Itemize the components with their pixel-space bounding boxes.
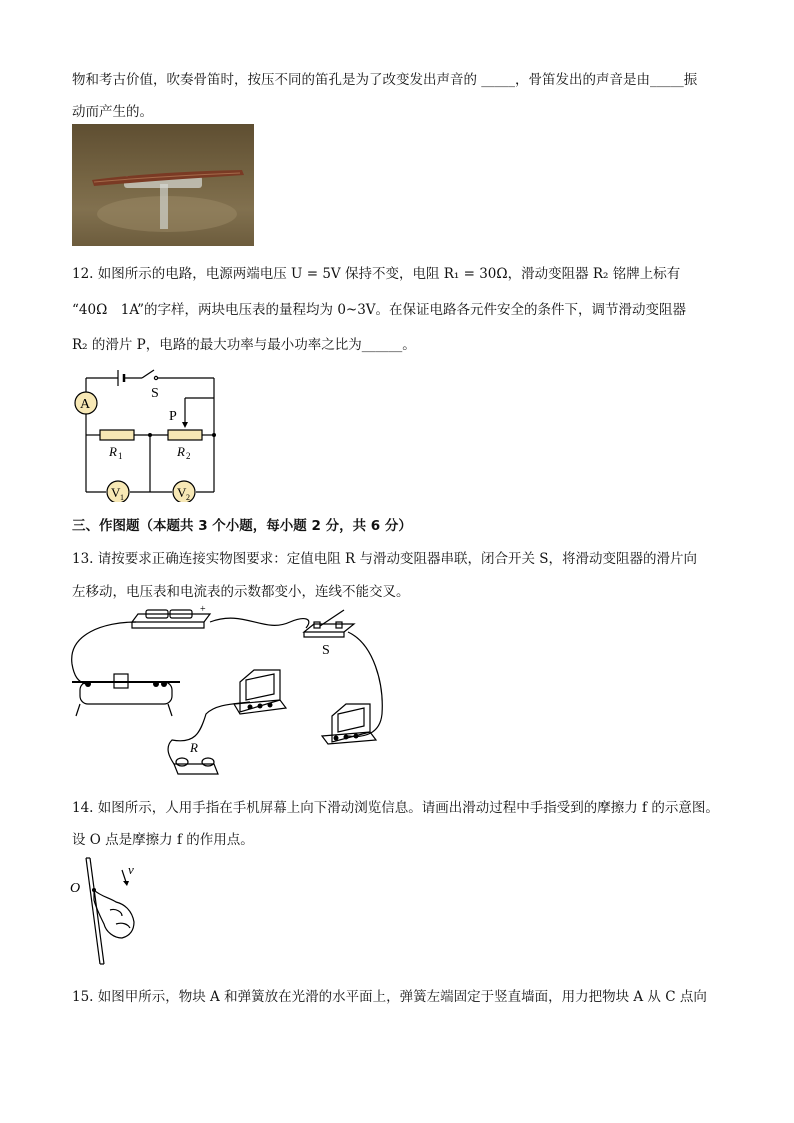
ammeter-label: A	[80, 397, 91, 412]
v2-subscript: 2	[186, 493, 190, 502]
q12-text-line2: “40Ω 1A”的字样，两块电压表的量程均为 0~3V。在保证电路各元件安全的条件下，调节滑动变阻器	[72, 302, 687, 318]
q13-text-line2: 左移动，电压表和电流表的示数都变小，连线不能交叉。	[72, 584, 410, 600]
r2-subscript: 2	[186, 451, 191, 461]
q14-point-o-label: O	[70, 881, 81, 896]
q14-velocity-label: v	[128, 862, 134, 877]
q15-text-line1: 15. 如图甲所示，物块 A 和弹簧放在光滑的水平面上，弹簧左端固定于竖直墙面，用力把物块 A 从 C 点向	[72, 989, 707, 1005]
v2-label: V	[177, 485, 187, 500]
q13-text-line1: 13. 请按要求正确连接实物图要求：定值电阻 R 与滑动变阻器串联，闭合开关 S，将滑动变阻器的滑片向	[72, 551, 698, 567]
section-3-title: 三、作图题（本题共 3 个小题，每小题 2 分，共 6 分）	[72, 518, 412, 534]
q12-text-line3: R₂ 的滑片 P，电路的最大功率与最小功率之比为______。	[72, 337, 416, 353]
r1-label: R	[109, 444, 117, 459]
q13-plus-label: +	[200, 604, 206, 615]
slider-label: P	[169, 409, 177, 424]
q12-text-line1: 12. 如图所示的电路，电源两端电压 U = 5V 保持不变，电阻 R₁ = 30Ω，滑动变阻器 R₂ 铭牌上标有	[72, 266, 681, 282]
q14-text-line1: 14. 如图所示，人用手指在手机屏幕上向下滑动浏览信息。请画出滑动过程中手指受到的摩擦力 f 的示意图。	[72, 800, 719, 816]
r1-subscript: 1	[118, 451, 123, 461]
q11-text-line2: 动而产生的。	[72, 104, 153, 120]
r2-label: R	[177, 444, 185, 459]
q11-text-line1: 物和考古价值，吹奏骨笛时，按压不同的笛孔是为了改变发出声音的 _____，骨笛发出的声音是由_____振	[72, 72, 698, 88]
resistor-r2	[168, 430, 202, 440]
q14-finger-phone-diagram	[64, 852, 154, 970]
q14-text-line2: 设 O 点是摩擦力 f 的作用点。	[72, 832, 254, 848]
q13-switch-label: S	[322, 643, 330, 658]
q13-physical-circuit	[64, 604, 394, 786]
resistor-r1	[100, 430, 134, 440]
q12-circuit-diagram	[72, 366, 222, 502]
switch-label: S	[151, 386, 159, 401]
v1-label: V	[111, 485, 121, 500]
v1-subscript: 1	[120, 493, 124, 502]
bone-flute-photo	[72, 124, 254, 246]
q13-resistor-label: R	[190, 740, 198, 755]
